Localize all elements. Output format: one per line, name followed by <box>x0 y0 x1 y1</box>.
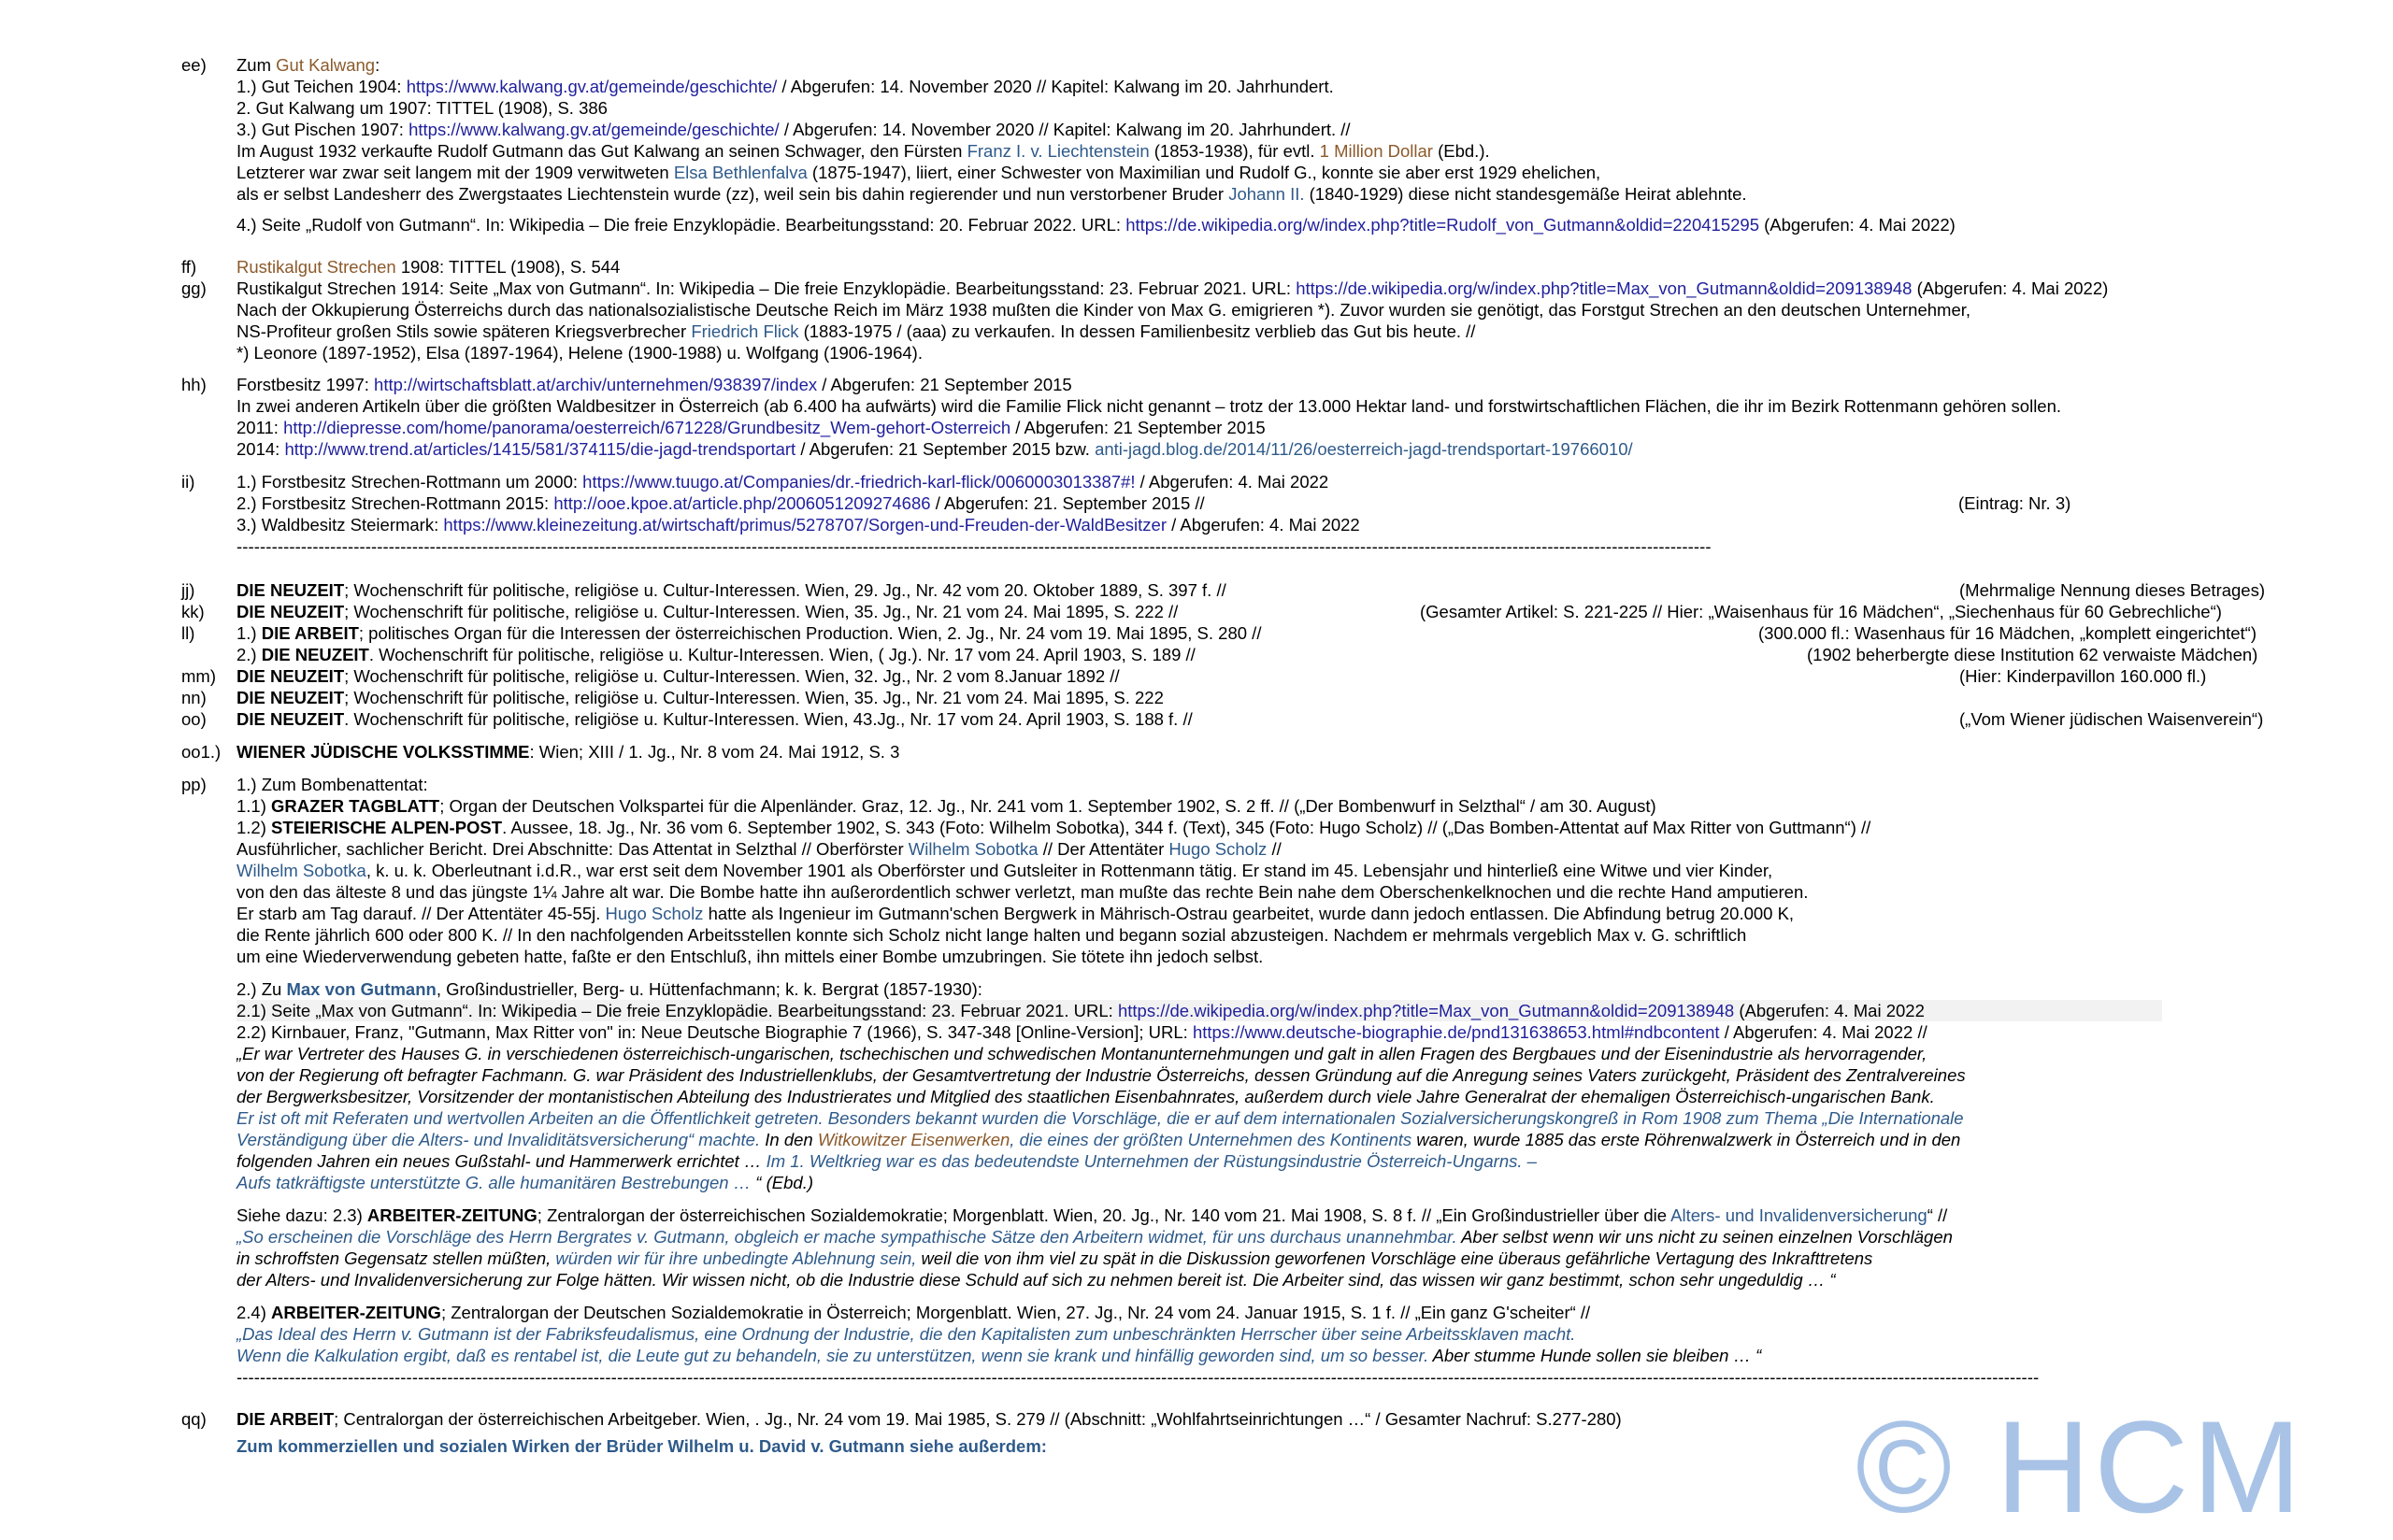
entry-label: nn) <box>181 688 207 707</box>
quote-text-highlight: Aufs tatkräftigste unterstützte G. alle humanitären Bestrebungen … <box>236 1173 752 1192</box>
url-link[interactable]: https://www.kleinezeitung.at/wirtschaft/primus/5278707/Sorgen-und-Freuden-der-WaldBesitzer <box>443 515 1167 535</box>
company-name: Witkowitzer Eisenwerken <box>817 1130 1010 1149</box>
entry-label: ee) <box>181 55 207 75</box>
publication-title: DIE NEUZEIT <box>236 602 345 621</box>
publication-title: DIE NEUZEIT <box>236 580 345 600</box>
quote-text-highlight: Verständigung über die Alters- und Invaliditätsversicherung“ machte. <box>236 1130 761 1149</box>
quote-text-highlight: „So erscheinen die Vorschläge des Herrn Bergrates v. Gutmann, obgleich er mache sympathische Sätze den Arbeitern widmet, für uns durchaus unannehmbar. <box>236 1227 1457 1247</box>
text: hatte als Ingenieur im Gutmann'schen Bergwerk in Mährisch-Ostrau gearbeitet, wurde dann jedoch entlassen. Die Abfindung betrug 20.000 K, <box>703 904 1795 923</box>
blog-reference: anti-jagd.blog.de/2014/11/26/oesterreich-jagd-trendsportart-19766010/ <box>1095 439 1633 459</box>
text: 1.) <box>236 623 262 643</box>
text: / Abgerufen: 21. September 2015 // <box>930 493 1205 513</box>
quote-text: von der Regierung oft befragter Fachmann. G. war Präsident des Industriellenklubs, der Gesamtvertretung der Industrie Österreichs, dessen Gründung auf die Anregung seines Vaters zurückgeht, Präsident des Zentralvereines <box>236 1065 1966 1085</box>
entry-label: jj) <box>181 580 195 600</box>
text: In zwei anderen Artikeln über die größten Waldbesitzer in Österreich (ab 6.400 ha aufwärts) wird die Familie Flick nicht genannt – trotz der 13.000 Hektar land- und forstwirtschaftlichen Flächen, die ihr im Bezirk Rottenmann gehören sollen. <box>236 396 2062 416</box>
footer-heading: Zum kommerziellen und sozialen Wirken der Brüder Wilhelm u. David v. Gutmann siehe außerdem: <box>236 1436 1047 1456</box>
text: (Ebd.). <box>1432 141 1490 161</box>
text: (Abgerufen: 4. Mai 2022 <box>1734 1001 1925 1020</box>
person-name: Johann II. <box>1228 184 1305 204</box>
text: als er selbst Landesherr des Zwergstaates Liechtenstein wurde (zz), weil sein bis dahin regierender und nun verstorbener Bruder <box>236 184 1229 204</box>
entry-label: oo1.) <box>181 742 222 762</box>
quote-text-highlight: Er ist oft mit Referaten und wertvollen Arbeiten an die Öffentlichkeit getreten. Besonders bekannt wurden die Vorschläge, die er auf dem internationalen Sozialversicherungskongreß in Rom 1908 zum Thema „Die Internationale <box>236 1108 1964 1128</box>
url-link[interactable]: https://de.wikipedia.org/w/index.php?title=Max_von_Gutmann&oldid=209138948 <box>1117 1001 1735 1020</box>
text: *) Leonore (1897-1952), Elsa (1897-1964), Helene (1900-1988) u. Wolfgang (1906-1964). <box>236 343 923 363</box>
text: Nach der Okkupierung Österreichs durch das nationalsozialistische Deutsche Reich im März 1938 mußten die Kinder von Max G. emigrieren *). Zuvor wurden sie genötigt, das Forstgut Strechen an den deutschen Unternehmer, <box>236 300 1971 320</box>
text: 2011: <box>236 418 284 437</box>
text: 1.) Gut Teichen 1904: <box>236 77 407 96</box>
entry-label: hh) <box>181 375 207 394</box>
text: ; Zentralorgan der österreichischen Sozialdemokratie; Morgenblatt. Wien, 20. Jg., Nr. 140 vom 21. Mai 1908, S. 8 f. // „Ein Großindustrieller über die <box>537 1205 1671 1225</box>
publication-title: ARBEITER-ZEITUNG <box>366 1205 537 1225</box>
entry-label: pp) <box>181 775 207 794</box>
text: / Abgerufen: 14. November 2020 // Kapitel: Kalwang im 20. Jahrhundert. // <box>779 120 1351 139</box>
text: / Abgerufen: 21 September 2015 bzw. <box>795 439 1096 459</box>
text: 2.1) Seite „Max von Gutmann“. In: Wikipedia – Die freie Enzyklopädie. Bearbeitungsstand: 23. Februar 2021. URL: <box>236 1001 1118 1020</box>
quote-text-highlight: „Das Ideal des Herrn v. Gutmann ist der Fabriksfeudalismus, eine Ordnung der Industrie, die den Kapitalisten zum unbeschränkten Herrscher über seine Arbeitssklaven macht. <box>236 1324 1576 1344</box>
text: / Abgerufen: 4. Mai 2022 <box>1135 472 1329 492</box>
entry-label: qq) <box>181 1409 207 1429</box>
publication-title: GRAZER TAGBLATT <box>271 796 440 816</box>
quote-text-highlight: würden wir für ihre unbedingte Ablehnung sein, <box>555 1248 917 1268</box>
url-link[interactable]: http://ooe.kpoe.at/article.php/2006051209274686 <box>553 493 931 513</box>
text: Im August 1932 verkaufte Rudolf Gutmann das Gut Kalwang an seinen Schwager, den Fürsten <box>236 141 967 161</box>
right-note: (Gesamter Artikel: S. 221-225 // Hier: „Waisenhaus für 16 Mädchen“, „Siechenhaus für 60 Gebrechliche“) <box>1420 602 2222 621</box>
text: Ausführlicher, sachlicher Bericht. Drei Abschnitte: Das Attentat in Selzthal // Oberförster <box>236 839 909 859</box>
text: / Abgerufen: 4. Mai 2022 // <box>1719 1022 1927 1042</box>
quote-text: “ (Ebd.) <box>751 1173 813 1192</box>
publication-title: DIE NEUZEIT <box>261 645 369 664</box>
person-name: Friedrich Flick <box>691 321 799 341</box>
text: 3.) Gut Pischen 1907: <box>236 120 409 139</box>
url-link[interactable]: https://www.kalwang.gv.at/gemeinde/geschichte/ <box>406 77 778 96</box>
url-link[interactable]: https://de.wikipedia.org/w/index.php?title=Rudolf_von_Gutmann&oldid=220415295 <box>1125 215 1759 235</box>
separator-line: -------------------------------------------------------------------------------------------------------------------------------------------------------------------------------------------------------------------------------------------------------------------------------------------------------------------- <box>236 1367 2040 1387</box>
text: 1.2) <box>236 818 272 837</box>
text: (1853-1938), für evtl. <box>1149 141 1320 161</box>
quote-text-highlight: Wenn die Kalkulation ergibt, daß es rentabel ist, die Leute gut zu behandeln, sie zu unterstützen, wenn sie krank und hinfällig geworden sind, um so besser. <box>236 1346 1429 1365</box>
copyright-watermark: © HCM <box>1856 1393 2305 1540</box>
text: NS-Profiteur großen Stils sowie späteren Kriegsverbrecher <box>236 321 692 341</box>
url-link[interactable]: http://wirtschaftsblatt.at/archiv/unternehmen/938397/index <box>374 375 818 394</box>
right-note: (Eintrag: Nr. 3) <box>1958 493 2071 513</box>
text: (Abgerufen: 4. Mai 2022) <box>1758 215 1956 235</box>
text: 2.) Forstbesitz Strechen-Rottmann 2015: <box>236 493 554 513</box>
text: ; Zentralorgan der Deutschen Sozialdemokratie in Österreich; Morgenblatt. Wien, 27. Jg., Nr. 24 vom 24. Januar 1915, S. 1 f. // „Ein ganz G'scheiter“ // <box>440 1303 1591 1322</box>
publication-title: DIE NEUZEIT <box>236 666 345 686</box>
topic-highlight: Alters- und Invalidenversicherung <box>1670 1205 1927 1225</box>
text: Forstbesitz 1997: <box>236 375 375 394</box>
publication-title: STEIERISCHE ALPEN-POST <box>271 818 503 837</box>
text: Siehe dazu: 2.3) <box>236 1205 367 1225</box>
entry-label: oo) <box>181 709 207 729</box>
quote-text-highlight: , die eines der größten Unternehmen des Kontinents <box>1010 1130 1412 1149</box>
publication-title: DIE NEUZEIT <box>236 709 345 729</box>
text: die Rente jährlich 600 oder 800 K. // In den nachfolgenden Arbeitsstellen konnte sich Scholz nicht lange halten und begann sozial abzusteigen. Nachdem er mehrmals vergeblich Max v. G. schriftlich <box>236 925 1747 945</box>
text: 1.1) <box>236 796 272 816</box>
publication-title: DIE ARBEIT <box>236 1409 335 1429</box>
right-note: („Vom Wiener jüdischen Waisenverein“) <box>1959 709 2264 729</box>
text: // <box>1267 839 1282 859</box>
text: 1.) Forstbesitz Strechen-Rottmann um 2000: <box>236 472 583 492</box>
quote-text: der Alters- und Invalidenversicherung zur Folge hätten. Wir wissen nicht, ob die Industrie diese Schuld auf sich zu nehmen bereit ist. Die Arbeiter sind, das wissen wir ganz bestimmt, schon sehr ungeduldig … “ <box>236 1270 1836 1290</box>
text: 3.) Waldbesitz Steiermark: <box>236 515 444 535</box>
right-note: (1902 beherbergte diese Institution 62 verwaiste Mädchen) <box>1807 645 2258 664</box>
text: / Abgerufen: 21 September 2015 <box>817 375 1072 394</box>
text: . Aussee, 18. Jg., Nr. 36 vom 6. September 1902, S. 343 (Foto: Wilhelm Sobotka), 344 f. (Text), 345 (Foto: Hugo Scholz) // („Das Bomben-Attentat auf Max Ritter von Guttmann“) // <box>502 818 1871 837</box>
right-note: (Mehrmalige Nennung dieses Betrages) <box>1959 580 2266 600</box>
text: von den das älteste 8 und das jüngste 1¼ Jahre alt war. Die Bombe hatte ihn außerordentlich schwer verletzt, man mußte das rechte Bein nahe dem Oberschenkelknochen und die rechte Hand amputieren. <box>236 882 1809 902</box>
text: / Abgerufen: 4. Mai 2022 <box>1167 515 1360 535</box>
url-link[interactable]: https://www.kalwang.gv.at/gemeinde/geschichte/ <box>408 120 780 139</box>
url-link[interactable]: https://www.deutsche-biographie.de/pnd131638653.html#ndbcontent <box>1192 1022 1720 1042</box>
quote-text: Aber selbst wenn wir uns nicht zu seinen einzelnen Vorschlägen <box>1456 1227 1953 1247</box>
text: ; politisches Organ für die Interessen der österreichischen Production. Wien, 2. Jg., Nr. 24 vom 19. Mai 1895, S. 280 // <box>358 623 1262 643</box>
text: 2.) <box>236 645 262 664</box>
right-note: (300.000 fl.: Wasenhaus für 16 Mädchen, „komplett eingerichtet“) <box>1758 623 2257 643</box>
entry-label: kk) <box>181 602 205 621</box>
person-name: Franz I. v. Liechtenstein <box>967 141 1150 161</box>
text: (1840-1929) diese nicht standesgemäße Heirat ablehnte. <box>1304 184 1747 204</box>
text: 2.) Zu <box>236 979 287 999</box>
text: 2014: <box>236 439 285 459</box>
text: // Der Attentäter <box>1038 839 1169 859</box>
text: , Großindustrieller, Berg- u. Hüttenfachmann; k. k. Bergrat (1857-1930): <box>436 979 982 999</box>
text: (Abgerufen: 4. Mai 2022) <box>1912 278 2109 298</box>
right-note: (Hier: Kinderpavillon 160.000 fl.) <box>1959 666 2207 686</box>
text: ; Wochenschrift für politische, religiöse u. Cultur-Interessen. Wien, 35. Jg., Nr. 21 vom 24. Mai 1895, S. 222 // <box>344 602 1179 621</box>
text: . Wochenschrift für politische, religiöse u. Kultur-Interessen. Wien, 43.Jg., Nr. 17 vom 24. April 1903, S. 188 f. // <box>344 709 1193 729</box>
publication-title: ARBEITER-ZEITUNG <box>271 1303 441 1322</box>
text: (1883-1975 / (aaa) zu verkaufen. In dessen Familienbesitz verblieb das Gut bis heute. // <box>798 321 1476 341</box>
publication-title: WIENER JÜDISCHE VOLKSSTIMME <box>236 742 530 762</box>
publication-title: DIE ARBEIT <box>261 623 359 643</box>
url-link[interactable]: http://www.trend.at/articles/1415/581/374115/die-jagd-trendsportart <box>284 439 796 459</box>
person-name: Elsa Bethlenfalva <box>673 163 808 182</box>
quote-text: „Er war Vertreter des Hauses G. in verschiedenen österreichisch-ungarischen, tschechischen und schwedischen Montanunternehmungen und galt in allen Fragen des Bergbaues und der Eisenindustrie als hervorragender, <box>236 1044 1927 1063</box>
person-name: Wilhelm Sobotka <box>236 861 366 880</box>
text: Er starb am Tag darauf. // Der Attentäter 45-55j. <box>236 904 606 923</box>
text: . Wochenschrift für politische, religiöse u. Kultur-Interessen. Wien, ( Jg.). Nr. 17 vom 24. April 1903, S. 189 // <box>368 645 1196 664</box>
text: : Wien; XIII / 1. Jg., Nr. 8 vom 24. Mai 1912, S. 3 <box>529 742 900 762</box>
quote-text: weil die von ihm viel zu spät in die Diskussion geworfenen Vorschläge eine überaus gefährliche Vertagung des Inkrafttretens <box>916 1248 1873 1268</box>
entry-label: mm) <box>181 666 216 686</box>
text: / Abgerufen: 14. November 2020 // Kapitel: Kalwang im 20. Jahrhundert. <box>777 77 1334 96</box>
text: 2. Gut Kalwang um 1907: TITTEL (1908), S. 386 <box>236 98 608 118</box>
person-name: Hugo Scholz <box>605 904 704 923</box>
amount-highlight: 1 Million Dollar <box>1319 141 1433 161</box>
quote-text: der Bergwerksbesitzer, Vorsitzender der montanistischen Abteilung des Industrierates und Mitglied des staatlichen Eisenbahnrates, außerdem durch viele Jahre Generalrat der ehemaligen Österreichisch-ungarischen Bank. <box>236 1087 1935 1106</box>
text: ; Centralorgan der österreichischen Arbeitgeber. Wien, . Jg., Nr. 24 vom 19. Mai 1985, S. 279 // (Abschnitt: „Wohlfahrtseinrichtungen …“ / Gesamter Nachruf: S.277-280) <box>334 1409 1622 1429</box>
text: ; Wochenschrift für politische, religiöse u. Cultur-Interessen. Wien, 32. Jg., Nr. 2 vom 8.Januar 1892 // <box>344 666 1120 686</box>
quote-text: in schroffsten Gegensatz stellen müßten, <box>236 1248 556 1268</box>
text: Rustikalgut Strechen 1914: Seite „Max von Gutmann“. In: Wikipedia – Die freie Enzyklopädie. Bearbeitungsstand: 23. Februar 2021. URL: <box>236 278 1297 298</box>
text: 4.) Seite „Rudolf von Gutmann“. In: Wikipedia – Die freie Enzyklopädie. Bearbeitungsstand: 20. Februar 2022. URL: <box>236 215 1126 235</box>
text: “ // <box>1927 1205 1948 1225</box>
estate-name: Rustikalgut Strechen <box>236 257 396 277</box>
text: um eine Wiederverwendung gebeten hatte, faßte er den Entschluß, ihn mittels einer Bombe umzubringen. Sie tötete ihn jedoch selbst. <box>236 947 1264 966</box>
gut-kalwang-highlight: Gut Kalwang <box>276 55 376 75</box>
text: , k. u. k. Oberleutnant i.d.R., war erst seit dem November 1901 als Oberförster und Gutsleiter in Rottenmann tätig. Er stand im 45. Lebensjahr und hinterließ eine Witwe und vier Kinder, <box>365 861 1773 880</box>
url-link[interactable]: https://de.wikipedia.org/w/index.php?title=Max_von_Gutmann&oldid=209138948 <box>1296 278 1913 298</box>
publication-title: DIE NEUZEIT <box>236 688 345 707</box>
text: Zum <box>236 55 277 75</box>
entry-label: ll) <box>181 623 195 643</box>
text: 2.2) Kirnbauer, Franz, "Gutmann, Max Ritter von" in: Neue Deutsche Biographie 7 (1966), S. 347-348 [Online-Version]; URL: <box>236 1022 1193 1042</box>
quote-text: waren, wurde 1885 das erste Röhrenwalzwerk in Österreich und in den <box>1411 1130 1961 1149</box>
text: ; Wochenschrift für politische, religiöse u. Cultur-Interessen. Wien, 29. Jg., Nr. 42 vom 20. Oktober 1889, S. 397 f. // <box>344 580 1226 600</box>
entry-label: gg) <box>181 278 207 298</box>
text: ; Wochenschrift für politische, religiöse u. Cultur-Interessen. Wien, 35. Jg., Nr. 21 vom 24. Mai 1895, S. 222 <box>344 688 1164 707</box>
text: 1.) Zum Bombenattentat: <box>236 775 428 794</box>
quote-text: In den <box>760 1130 818 1149</box>
url-link[interactable]: http://diepresse.com/home/panorama/oesterreich/671228/Grundbesitz_Wem-gehort-Osterreich <box>283 418 1011 437</box>
quote-text: folgenden Jahren ein neues Gußstahl- und Hammerwerk errichtet … <box>236 1151 767 1171</box>
person-name: Wilhelm Sobotka <box>908 839 1039 859</box>
text: : <box>375 55 380 75</box>
text: ; Organ der Deutschen Volkspartei für die Alpenländer. Graz, 12. Jg., Nr. 241 vom 1. September 1902, S. 2 ff. // („Der Bombenwurf in Selzthal“ / am 30. August) <box>439 796 1656 816</box>
text: / Abgerufen: 21 September 2015 <box>1010 418 1266 437</box>
entry-label: ff) <box>181 257 197 277</box>
person-name-bold: Max von Gutmann <box>286 979 437 999</box>
text: 1908: TITTEL (1908), S. 544 <box>395 257 621 277</box>
text: 2.4) <box>236 1303 272 1322</box>
text: Letzterer war zwar seit langem mit der 1909 verwitweten <box>236 163 674 182</box>
quote-text: Aber stumme Hunde sollen sie bleiben … “ <box>1428 1346 1762 1365</box>
person-name: Hugo Scholz <box>1168 839 1268 859</box>
quote-text-highlight: Im 1. Weltkrieg war es das bedeutendste Unternehmen der Rüstungsindustrie Österreich-Ungarns. – <box>766 1151 1537 1171</box>
text: (1875-1947), liiert, einer Schwester von Maximilian und Rudolf G., konnte sie aber erst 1929 ehelichen, <box>807 163 1601 182</box>
separator-line: ------------------------------------------------------------------------------------------------------------------------------------------------------------------------------------------------------------------------------------------------------------ <box>236 536 1712 556</box>
url-link[interactable]: https://www.tuugo.at/Companies/dr.-friedrich-karl-flick/0060003013387#! <box>582 472 1136 492</box>
entry-label: ii) <box>181 472 195 492</box>
